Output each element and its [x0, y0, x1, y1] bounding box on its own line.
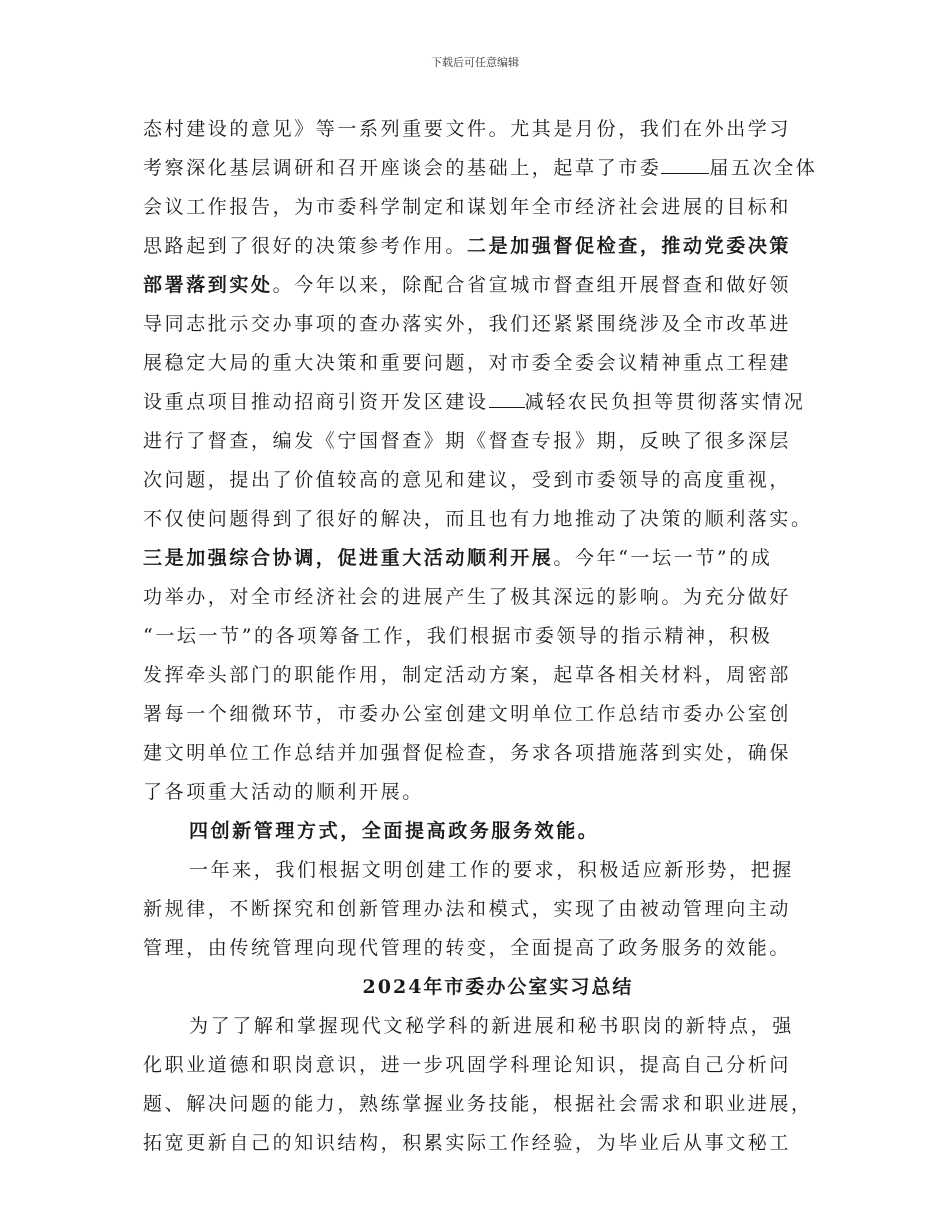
- text-line: 不仅使问题得到了很好的解决，而且也有力地推动了决策的顺利落实。: [143, 508, 813, 530]
- text-line: 会议工作报告，为市委科学制定和谋划年全市经济社会进展的目标和: [143, 196, 792, 218]
- text-line: “一坛一节”的各项筹备工作，我们根据市委领导的指示精神，积极: [143, 625, 773, 647]
- section-heading: 四创新管理方式，全面提高政务服务效能。: [189, 820, 600, 842]
- text-line: 拓宽更新自己的知识结构，积累实际工作经验，为毕业后从事文秘工: [143, 1132, 792, 1154]
- text-line: 题、解决问题的能力，熟练掌握业务技能，根据社会需求和职业进展，: [143, 1093, 813, 1115]
- text-segment: 。今年“一坛一节”的成: [553, 547, 773, 569]
- document-body: [143, 110, 823, 1163]
- page-header: 下载后可任意编辑: [431, 56, 519, 69]
- bold-heading-segment: 二是加强督促检查，推动党委决策: [467, 235, 792, 257]
- text-segment: 。今年以来，除配合省宣城市督查组开展督查和做好领: [272, 274, 792, 296]
- text-line: 为了了解和掌握现代文秘学科的新进展和秘书职岗的新特点，强: [189, 1015, 794, 1037]
- text-segment: 届五次全体: [709, 157, 818, 179]
- text-line: 一年来，我们根据文明创建工作的要求，积极适应新形势，把握: [189, 859, 794, 881]
- text-line: 了各项重大活动的顺利开展。: [143, 781, 424, 803]
- text-line: [143, 266, 823, 305]
- text-line: 发挥牵头部门的职能作用，制定活动方案，起草各相关材料，周密部: [143, 664, 792, 686]
- text-segment: 思路起到了很好的决策参考作用。: [143, 235, 468, 257]
- text-line: 进行了督查，编发《宁国督查》期《督查专报》期，反映了很多深层: [143, 430, 792, 452]
- text-segment: 减轻农民负担等贯彻落实情况: [524, 391, 806, 413]
- text-line: [143, 227, 823, 266]
- text-line: 管理，由传统管理向现代管理的转变，全面提高了政务服务的效能。: [143, 937, 792, 959]
- fill-blank: [489, 386, 525, 408]
- text-line: 署每一个细微环节，市委办公室创建文明单位工作总结市委办公室创: [143, 703, 792, 725]
- text-line: 化职业道德和职岗意识，进一步巩固学科理论知识，提高自己分析问: [143, 1054, 792, 1076]
- text-line: [143, 149, 823, 188]
- text-line: 态村建设的意见》等一系列重要文件。尤其是月份，我们在外出学习: [143, 118, 792, 140]
- document-title: 2024年市委办公室实习总结: [362, 976, 634, 998]
- fill-blank: [661, 152, 709, 174]
- text-line: 导同志批示交办事项的查办落实外，我们还紧紧围绕涉及全市改革进: [143, 313, 792, 335]
- text-line: 功举办，对全市经济社会的进展产生了极其深远的影响。为充分做好: [143, 586, 792, 608]
- text-line: 次问题，提出了价值较高的意见和建议，受到市委领导的高度重视，: [143, 469, 792, 491]
- bold-heading-segment: 三是加强综合协调，促进重大活动顺利开展: [143, 547, 554, 569]
- paragraph-internship: [143, 1007, 823, 1163]
- text-line: 新规律，不断探究和创新管理办法和模式，实现了由被动管理向主动: [143, 898, 792, 920]
- bold-heading-segment: 部署落到实处: [143, 274, 273, 296]
- paragraph-management: [143, 851, 823, 968]
- text-segment: 考察深化基层调研和召开座谈会的基础上，起草了市委: [143, 157, 662, 179]
- text-line: [143, 383, 823, 422]
- text-line: 建文明单位工作总结并加强督促检查，务求各项措施落到实处，确保: [143, 742, 792, 764]
- text-segment: 设重点项目推动招商引资开发区建设: [143, 391, 489, 413]
- text-line: [143, 539, 823, 578]
- text-line: 展稳定大局的重大决策和重要问题，对市委全委会议精神重点工程建: [143, 352, 792, 374]
- paragraph-work-summary: [143, 110, 823, 812]
